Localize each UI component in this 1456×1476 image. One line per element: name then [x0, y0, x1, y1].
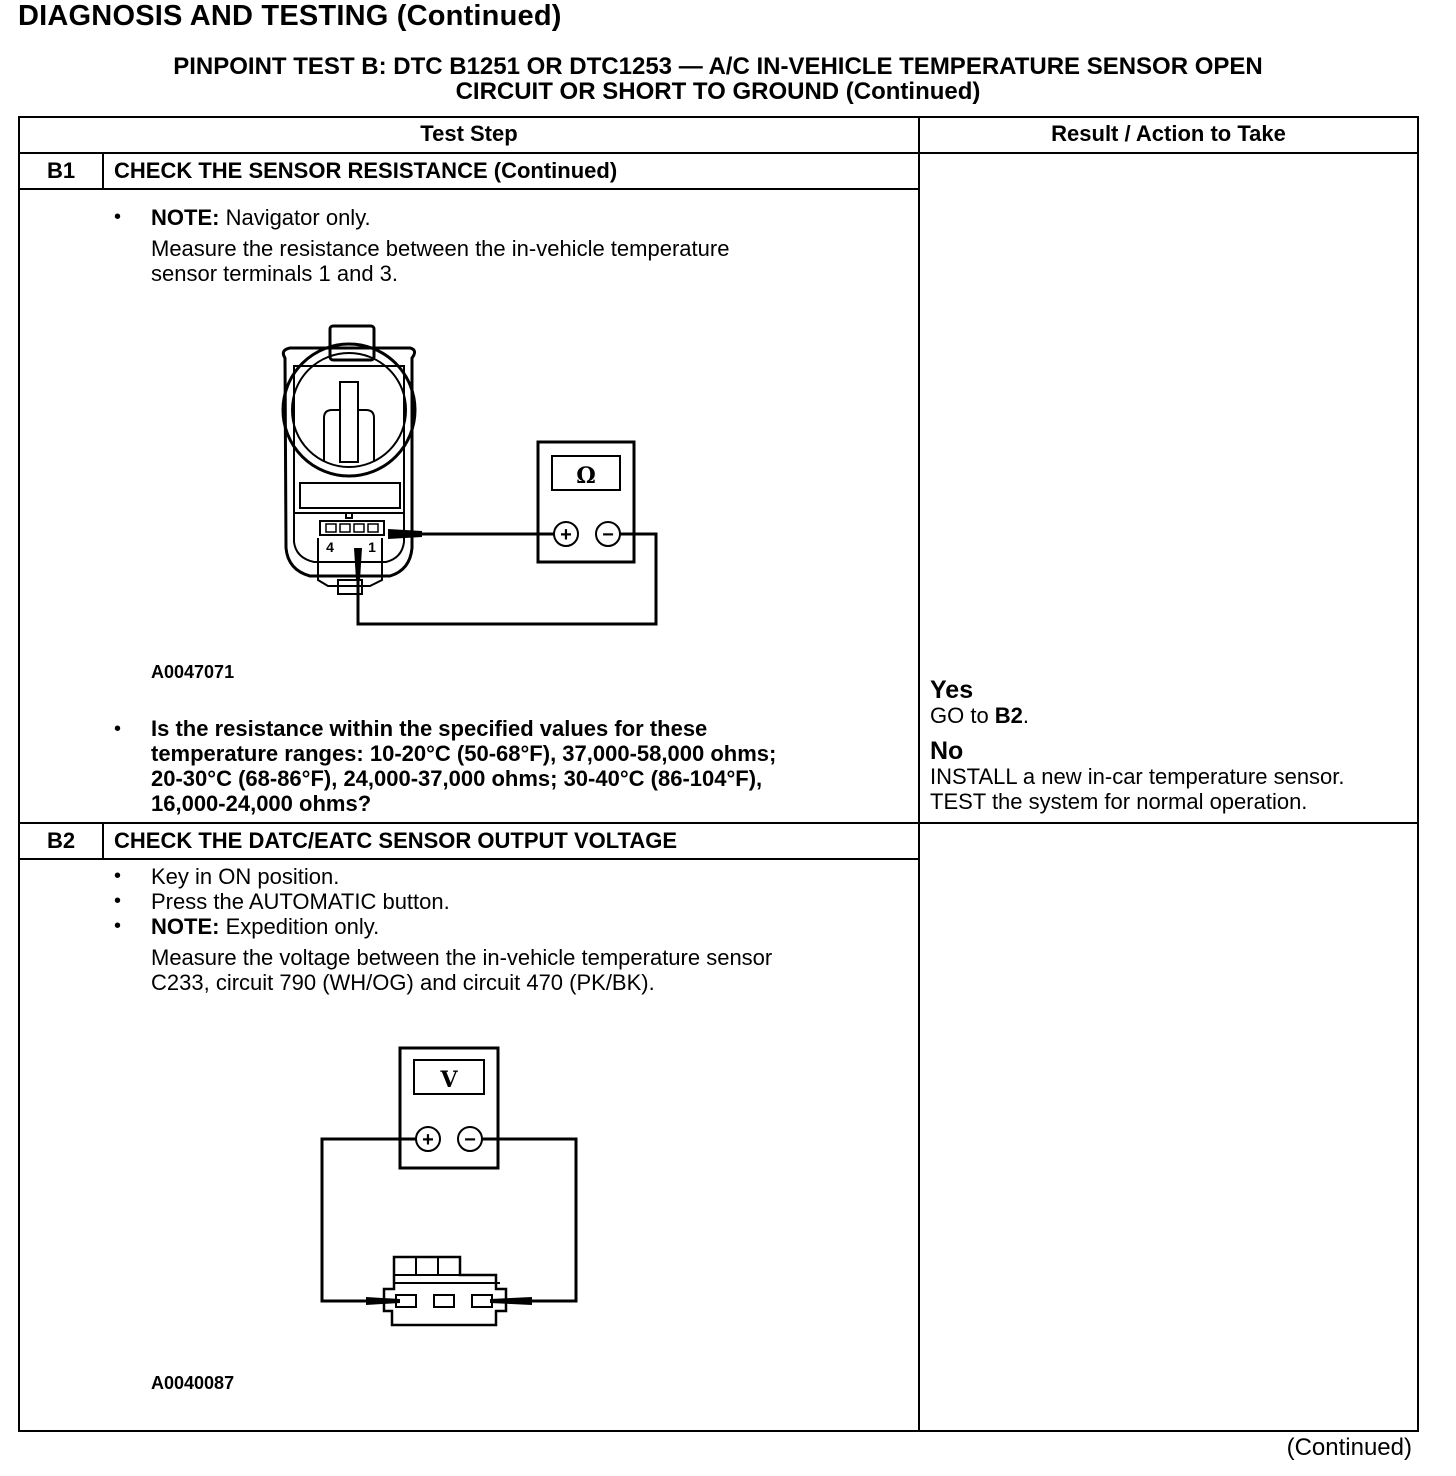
yes-action: GO to B2. [930, 703, 1030, 728]
no-action-line1: INSTALL a new in-car temperature sensor. [930, 764, 1345, 789]
b1-question-line1: Is the resistance within the specified values for these [151, 716, 708, 741]
b1-ohmmeter-diagram [260, 318, 660, 648]
connector-pin-1-label: 1 [368, 539, 376, 555]
page-header: DIAGNOSIS AND TESTING (Continued) [18, 0, 562, 32]
b2-voltmeter-diagram [310, 1043, 590, 1333]
meter-plus-terminal: + [560, 524, 572, 546]
b2-step2: Press the AUTOMATIC button. [151, 889, 450, 914]
b1-result-no [930, 739, 1345, 814]
bullet-marker: • [114, 915, 122, 937]
b1-question-line3: 20-30°C (68-86°F), 24,000-37,000 ohms; 30-40°C (86-104°F), [151, 766, 763, 791]
b1-note: NOTE: Navigator only. [151, 205, 371, 230]
connector-pin-4-label: 4 [326, 539, 334, 555]
b2-note: NOTE: Expedition only. [151, 914, 380, 939]
b2-step-id: B2 [46, 828, 76, 853]
b1-result-yes [930, 678, 1029, 728]
meter-minus-terminal: − [602, 524, 614, 546]
b2-title-divider [20, 858, 918, 860]
page-footer: (Continued) [1286, 1434, 1412, 1461]
b1-title-divider [20, 188, 918, 190]
no-action-line2: TEST the system for normal operation. [930, 789, 1308, 814]
meter-minus-terminal: − [464, 1129, 476, 1151]
b1-b2-divider [20, 822, 1417, 824]
pinpoint-table [18, 116, 1419, 1432]
b1-question-line2: temperature ranges: 10-20°C (50-68°F), 37,000-58,000 ohms; [151, 741, 777, 766]
bullet-marker: • [114, 890, 122, 912]
header-divider [20, 152, 1417, 154]
test-title-line1: PINPOINT TEST B: DTC B1251 OR DTC1253 — A/C IN-VEHICLE TEMPERATURE SENSOR OPEN [173, 53, 1263, 80]
b1-step-title: CHECK THE SENSOR RESISTANCE (Continued) [114, 158, 618, 183]
b1-question-line4: 16,000-24,000 ohms? [151, 791, 372, 816]
b1-measure-line1: Measure the resistance between the in-vehicle temperature [151, 236, 730, 261]
b2-measure-line1: Measure the voltage between the in-vehicle temperature sensor [151, 945, 773, 970]
meter-plus-terminal: + [422, 1129, 434, 1151]
col-header-test-step: Test Step [420, 121, 518, 146]
no-label: No [930, 737, 964, 765]
test-title-line2: CIRCUIT OR SHORT TO GROUND (Continued) [455, 78, 981, 105]
b2-measure-line2: C233, circuit 790 (WH/OG) and circuit 470 (PK/BK). [151, 970, 655, 995]
b1-id-divider [102, 154, 104, 188]
b2-figure-id: A0040087 [151, 1373, 235, 1393]
bullet-marker: • [114, 206, 122, 228]
col-header-result: Result / Action to Take [1051, 121, 1286, 146]
bullet-marker: • [114, 865, 122, 887]
b2-meter-symbol: V [440, 1067, 458, 1093]
b1-measure-line2: sensor terminals 1 and 3. [151, 261, 399, 286]
bullet-marker: • [114, 718, 122, 740]
b1-figure-id: A0047071 [151, 662, 235, 682]
b1-step-id: B1 [46, 158, 76, 183]
yes-label: Yes [930, 676, 974, 704]
b2-step-title: CHECK THE DATC/EATC SENSOR OUTPUT VOLTAGE [114, 828, 678, 853]
b2-step1: Key in ON position. [151, 864, 340, 889]
b2-id-divider [102, 824, 104, 858]
column-divider [918, 118, 920, 1430]
b1-meter-symbol: Ω [576, 463, 596, 489]
